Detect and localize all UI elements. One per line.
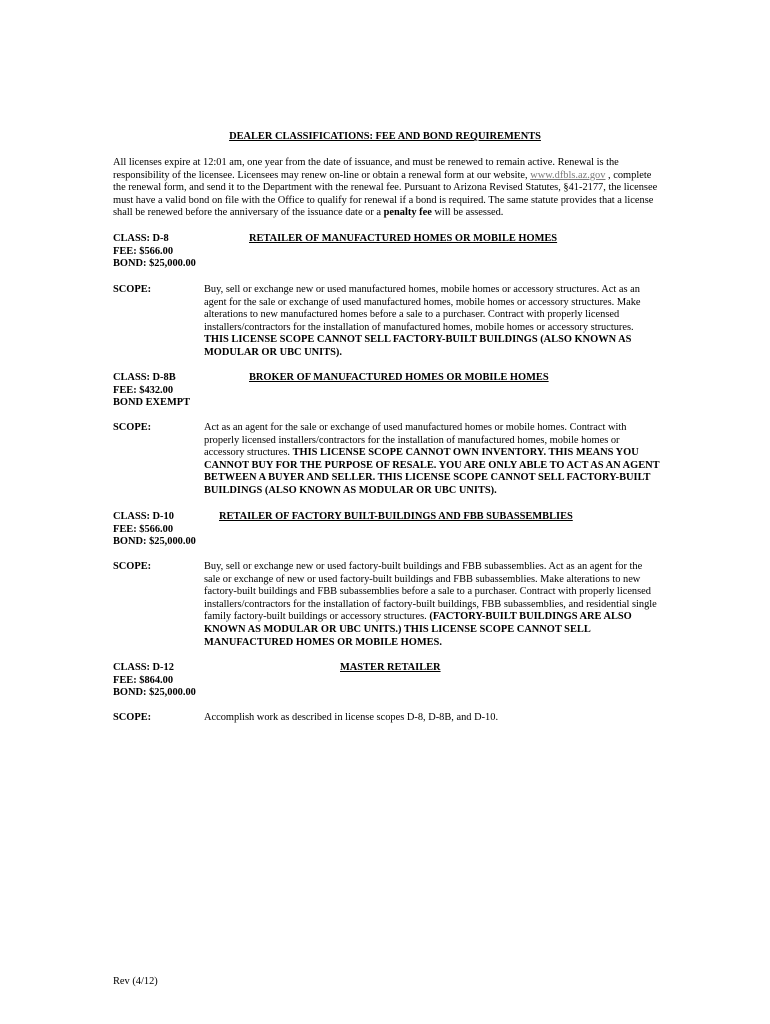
revision-footer: Rev (4/12) xyxy=(113,976,158,987)
intro-text-3: will be assessed. xyxy=(431,207,504,219)
class-code: CLASS: D-8 xyxy=(113,233,169,244)
scope-label: SCOPE: xyxy=(113,284,152,295)
class-fee: FEE: $566.00 xyxy=(113,245,174,257)
class-heading: RETAILER OF MANUFACTURED HOMES OR MOBILE HOMES xyxy=(249,233,558,244)
scope-bold: THIS LICENSE SCOPE CANNOT OWN INVENTORY. THIS MEANS YOU CANNOT BUY FOR THE PURPOSE OF RESALE. YOU ARE ONLY ABLE TO ACT AS AN AGENT BETWEEN A BUYER AND SELLER. THIS LICENSE SCOPE CANNOT SELL FACTORY-BUILT BUILDINGS (ALSO KNOWN AS MODULAR OR UBC UNITS). xyxy=(204,447,660,496)
class-bond: BOND: $25,000.00 xyxy=(113,536,196,548)
scope-bold: (FACTORY-BUILT BUILDINGS ARE ALSO KNOWN AS MODULAR OR UBC UNITS.) THIS LICENSE SCOPE CANNOT SELL MANUFACTURED HOMES OR MOBILE HOMES. xyxy=(204,611,632,648)
class-bond: BOND EXEMPT xyxy=(113,397,191,409)
scope-text-d8 xyxy=(204,284,660,360)
scope-label: SCOPE: xyxy=(113,712,152,723)
scope-label: SCOPE: xyxy=(113,422,152,433)
class-fee: FEE: $432.00 xyxy=(113,384,174,396)
intro-text-2: , complete the renewal form, and send it to the Department with the renewal fee. Pursuant to Arizona Revised Statutes, §41-2177, the licensee must have a valid bond on file with the Office to qualify for renewal if a bond is required. The same statute provides that a license shall be renewed before the anniversary of the issuance date or a xyxy=(113,169,658,219)
class-code: CLASS: D-12 xyxy=(113,662,174,673)
page-title: DEALER CLASSIFICATIONS: FEE AND BOND REQUIREMENTS xyxy=(229,131,541,142)
website-link[interactable]: www.dfbls.az.gov xyxy=(530,169,606,181)
scope-text-d8b xyxy=(204,422,660,498)
intro-text-1: All licenses expire at 12:01 am, one year from the date of issuance, and must be renewed to remain active. Renewal is the responsibility of the licensee. Licensees may renew on-line or obtain a renewal form at our website, xyxy=(113,157,619,181)
class-heading: RETAILER OF FACTORY BUILT-BUILDINGS AND FBB SUBASSEMBLIES xyxy=(219,511,573,522)
class-block-d10 xyxy=(113,511,673,549)
class-block-d12 xyxy=(113,662,673,700)
class-fee: FEE: $566.00 xyxy=(113,523,174,535)
class-heading: BROKER OF MANUFACTURED HOMES OR MOBILE HOMES xyxy=(249,372,549,383)
scope-plain: Buy, sell or exchange new or used factory-built buildings and FBB subassemblies. Act as an agent for the sale or exchange of new or used factory-built buildings and FBB subassemblies. Make alterations to new factory-built buildings and FBB subassemblies before a sale to a purchaser. Contract with properly licensed installers/contractors for the installation of factory-built buildings, FBB subassemblies, and residential single family factory-built buildings or accessory structures. xyxy=(204,561,657,623)
class-bond: BOND: $25,000.00 xyxy=(113,687,196,699)
scope-text-d12 xyxy=(204,712,660,725)
class-code: CLASS: D-10 xyxy=(113,511,174,522)
scope-plain: Accomplish work as described in license scopes D-8, D-8B, and D-10. xyxy=(204,712,499,723)
class-block-d8 xyxy=(113,233,673,271)
scope-plain: Buy, sell or exchange new or used manufactured homes, mobile homes or accessory structures. Act as an agent for the sale or exchange of used manufactured homes, mobile homes or accessory structures. Make alterations to new manufactured homes before a sale to a purchaser. Contract with properly licensed installers/contractors for the installation of manufactured homes, mobile homes or accessory structures. xyxy=(204,284,641,333)
scope-label: SCOPE: xyxy=(113,561,152,572)
class-code: CLASS: D-8B xyxy=(113,372,176,383)
scope-plain: Act as an agent for the sale or exchange of used manufactured homes or mobile homes. Contract with properly licensed installers/contractors for the installation of manufactured homes, mobile homes or accessory structures. xyxy=(204,422,627,459)
intro-paragraph xyxy=(113,157,661,220)
penalty-fee-emphasis: penalty fee xyxy=(383,207,432,219)
class-block-d8b xyxy=(113,372,673,410)
scope-bold: THIS LICENSE SCOPE CANNOT SELL FACTORY-BUILT BUILDINGS (ALSO KNOWN AS MODULAR OR UBC UNITS). xyxy=(204,334,632,358)
scope-text-d10 xyxy=(204,561,660,649)
class-heading: MASTER RETAILER xyxy=(340,662,441,673)
class-fee: FEE: $864.00 xyxy=(113,674,174,686)
class-bond: BOND: $25,000.00 xyxy=(113,258,196,270)
